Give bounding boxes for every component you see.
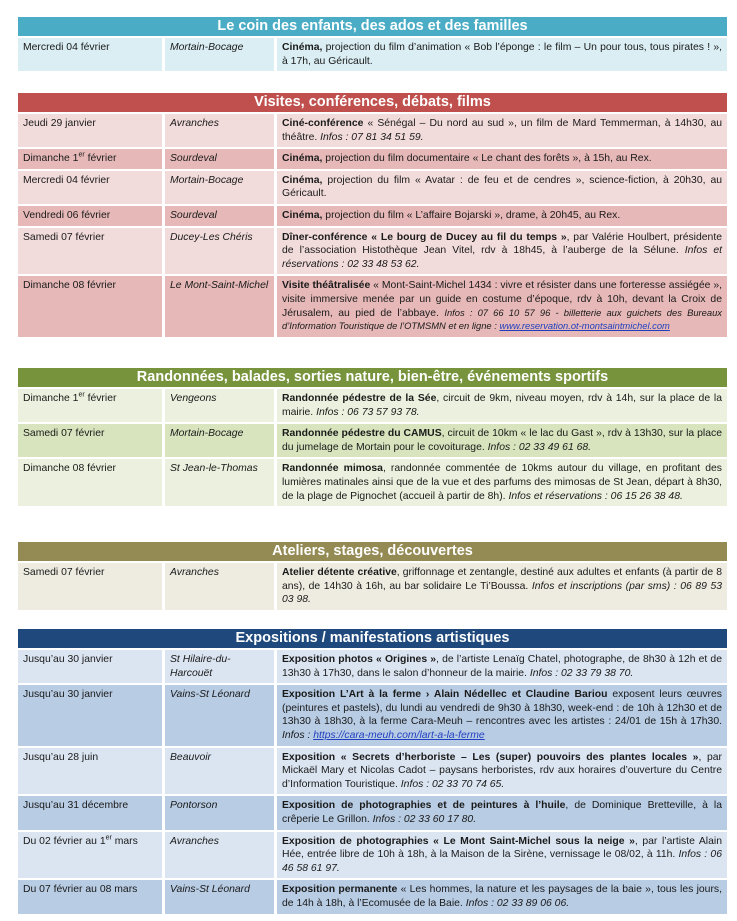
event-place: Mortain-Bocage xyxy=(162,38,274,71)
table-row xyxy=(18,459,727,506)
event-date: Du 07 février au 08 mars xyxy=(23,884,138,896)
event-place: St Hilaire-du-Harcouët xyxy=(162,650,274,683)
section-expos xyxy=(18,629,727,916)
event-date: Dimanche 1er février xyxy=(23,151,117,165)
table-row xyxy=(18,171,727,204)
event-description: Randonnée pédestre du CAMUS, circuit de 10km « le lac du Gast », rdv à 13h30, sur la place du jumelage de Mortain pour le covoiturage. Infos : 02 33 49 61 68. xyxy=(274,424,727,457)
event-description: Cinéma, projection du film documentaire « Le chant des forêts », à 15h, au Rex. xyxy=(274,149,727,169)
website-link[interactable]: https://cara-meuh.com/lart-a-la-ferme xyxy=(313,729,485,741)
section-visits xyxy=(18,93,727,339)
event-date: Du 02 février au 1er mars xyxy=(23,834,138,847)
event-date: Jusqu’au 30 janvier xyxy=(23,654,113,665)
event-description: Exposition de photographies « Le Mont Saint-Michel sous la neige », par l’artiste Alain Hée, entrée libre de 10h à 18h, à la Maison de la Sirène, vernissage le 08/02, à 11h. Infos : 06 46 58 61 97. xyxy=(274,832,727,879)
section-title: Visites, conférences, débats, films xyxy=(18,93,727,114)
event-place: Vains-St Léonard xyxy=(162,880,274,913)
table-row xyxy=(18,149,727,169)
table-row xyxy=(18,38,727,71)
event-date: Samedi 07 février xyxy=(23,428,105,440)
table-row xyxy=(18,832,727,879)
event-date: Dimanche 08 février xyxy=(23,463,116,475)
table-row xyxy=(18,389,727,422)
event-description: Cinéma, projection du film « L’affaire Bojarski », drame, à 20h45, au Rex. xyxy=(274,206,727,226)
event-description: Exposition photos « Origines », de l’artiste Lenaïg Chatel, photographe, de 8h30 à 12h et de 13h30 à 17h30, dans le salon d’honneur de la mairie. Infos : 02 33 79 38 70. xyxy=(274,650,727,683)
table-row xyxy=(18,796,727,829)
table-row xyxy=(18,114,727,147)
event-place: Le Mont-Saint-Michel xyxy=(162,276,274,336)
event-place: St Jean-le-Thomas xyxy=(162,459,274,506)
event-date: Jusqu’au 28 juin xyxy=(23,751,99,763)
table-row xyxy=(18,685,727,745)
event-table xyxy=(18,648,727,916)
event-place: Beauvoir xyxy=(162,748,274,795)
event-place: Pontorson xyxy=(162,796,274,829)
event-table xyxy=(18,387,727,508)
event-place: Avranches xyxy=(162,832,274,879)
event-place: Vains-St Léonard xyxy=(162,685,274,745)
table-row xyxy=(18,650,727,683)
event-place: Mortain-Bocage xyxy=(162,424,274,457)
event-description: Exposition permanente « Les hommes, la nature et les paysages de la baie », tous les jours, de 14h à 18h, à l’Ecomusée de la Baie. Infos : 02 33 89 06 06. xyxy=(274,880,727,913)
event-date: Dimanche 08 février xyxy=(23,280,116,292)
event-date: Mercredi 04 février xyxy=(23,174,110,186)
section-title: Ateliers, stages, découvertes xyxy=(18,542,727,563)
table-row xyxy=(18,880,727,913)
section-title: Le coin des enfants, des ados et des familles xyxy=(18,17,727,38)
event-place: Avranches xyxy=(162,563,274,610)
event-description: Cinéma, projection du film d’animation « Bob l’éponge : le film – Un pour tous, tous pirates ! », à 17h, au Géricault. xyxy=(274,38,727,71)
section-title: Expositions / manifestations artistiques xyxy=(18,629,727,650)
event-table xyxy=(18,36,727,73)
event-date: Jeudi 29 janvier xyxy=(23,118,96,129)
event-place: Sourdeval xyxy=(162,206,274,226)
table-row xyxy=(18,206,727,226)
table-row xyxy=(18,748,727,795)
event-date: Mercredi 04 février xyxy=(23,42,110,53)
event-place: Sourdeval xyxy=(162,149,274,169)
section-title: Randonnées, balades, sorties nature, bien-être, événements sportifs xyxy=(18,368,727,389)
event-description: Atelier détente créative, griffonnage et zentangle, destiné aux adultes et enfants (à partir de 8 ans), de 14h30 à 16h, au bar solidaire Le Ti’Boussa. Infos et inscriptions (par sms) : 06 89 53 03 98. xyxy=(274,563,727,610)
reservation-link[interactable]: www.reservation.ot-montsaintmichel.com xyxy=(499,320,670,332)
event-place: Avranches xyxy=(162,114,274,147)
event-place: Vengeons xyxy=(162,389,274,422)
section-children xyxy=(18,17,727,73)
event-description: Dîner-conférence « Le bourg de Ducey au fil du temps », par Valérie Houlbert, présidente de l’association Histothèque Jean Vitel, rdv à 18h45, à l’auberge de la Sélune. Infos et réservations : 02 33 48 53 62. xyxy=(274,228,727,275)
event-date: Jusqu’au 31 décembre xyxy=(23,800,129,812)
event-description: Cinéma, projection du film « Avatar : de feu et de cendres », science-fiction, à 20h30, au Géricault. xyxy=(274,171,727,204)
event-description: Randonnée mimosa, randonnée commentée de 10kms autour du village, en profitant des lumières matinales ainsi que de la vue et des parfums des mimosas de St Jean, départ à 8h30, de la plage de Pignochet (accueil à partir de 8h). Infos et réservations : 06 15 26 38 48. xyxy=(274,459,727,506)
event-place: Mortain-Bocage xyxy=(162,171,274,204)
event-description: Ciné-conférence « Sénégal – Du nord au sud », un film de Mard Temmerman, à 14h30, au théâtre. Infos : 07 81 34 51 59. xyxy=(274,114,727,147)
table-row xyxy=(18,424,727,457)
event-description: Visite théâtralisée « Mont-Saint-Michel 1434 : vivre et résister dans une forteresse assiégée », visite immersive menée par un guide en costume d’époque, rdv à 10h, devant la Croix de Jérusalem, au pied de l’abbaye. Infos : 07 66 10 57 96 - billetterie aux guichets des Bureaux d’Information Touristique de l’OTMSMN et en ligne : www.reservation.ot-montsaintmichel.com xyxy=(274,276,727,336)
event-description: Exposition « Secrets d’herboriste – Les (super) pouvoirs des plantes locales », par Mickaël Mary et Nicolas Cadot – paysans herboristes, rdv aux horaires d’ouverture du Centre d’Information Touristique. Infos : 02 33 70 74 65. xyxy=(274,748,727,795)
table-row xyxy=(18,228,727,275)
event-description: Exposition de photographies et de peintures à l’huile, de Dominique Bretteville, à la crêperie Le Grillon. Infos : 02 33 60 17 80. xyxy=(274,796,727,829)
table-row xyxy=(18,276,727,336)
table-row xyxy=(18,563,727,610)
event-date: Jusqu’au 30 janvier xyxy=(23,689,113,701)
event-date: Samedi 07 février xyxy=(23,567,105,578)
section-workshops xyxy=(18,542,727,612)
event-description: Exposition L’Art à la ferme › Alain Nédellec et Claudine Bariou exposent leurs œuvres (peintures et pastels), du lundi au vendredi de 9h30 à 18h30, week-end : de 10h à 12h30 et de 13h30 à 18h30, à la ferme Cara-Meuh – rencontres avec les artistes : 24/01 de 15h à 17h30. Infos : https://cara-meuh.com/lart-a-la-ferme xyxy=(274,685,727,745)
event-date: Samedi 07 février xyxy=(23,231,105,243)
event-date: Vendredi 06 février xyxy=(23,209,111,221)
event-date: Dimanche 1er février xyxy=(23,391,117,404)
event-place: Ducey-Les Chéris xyxy=(162,228,274,275)
section-nature xyxy=(18,368,727,508)
event-description: Randonnée pédestre de la Sée, circuit de 9km, niveau moyen, rdv à 14h, sur la place de la mairie. Infos : 06 73 57 93 78. xyxy=(274,389,727,422)
event-table xyxy=(18,561,727,612)
event-table xyxy=(18,112,727,339)
